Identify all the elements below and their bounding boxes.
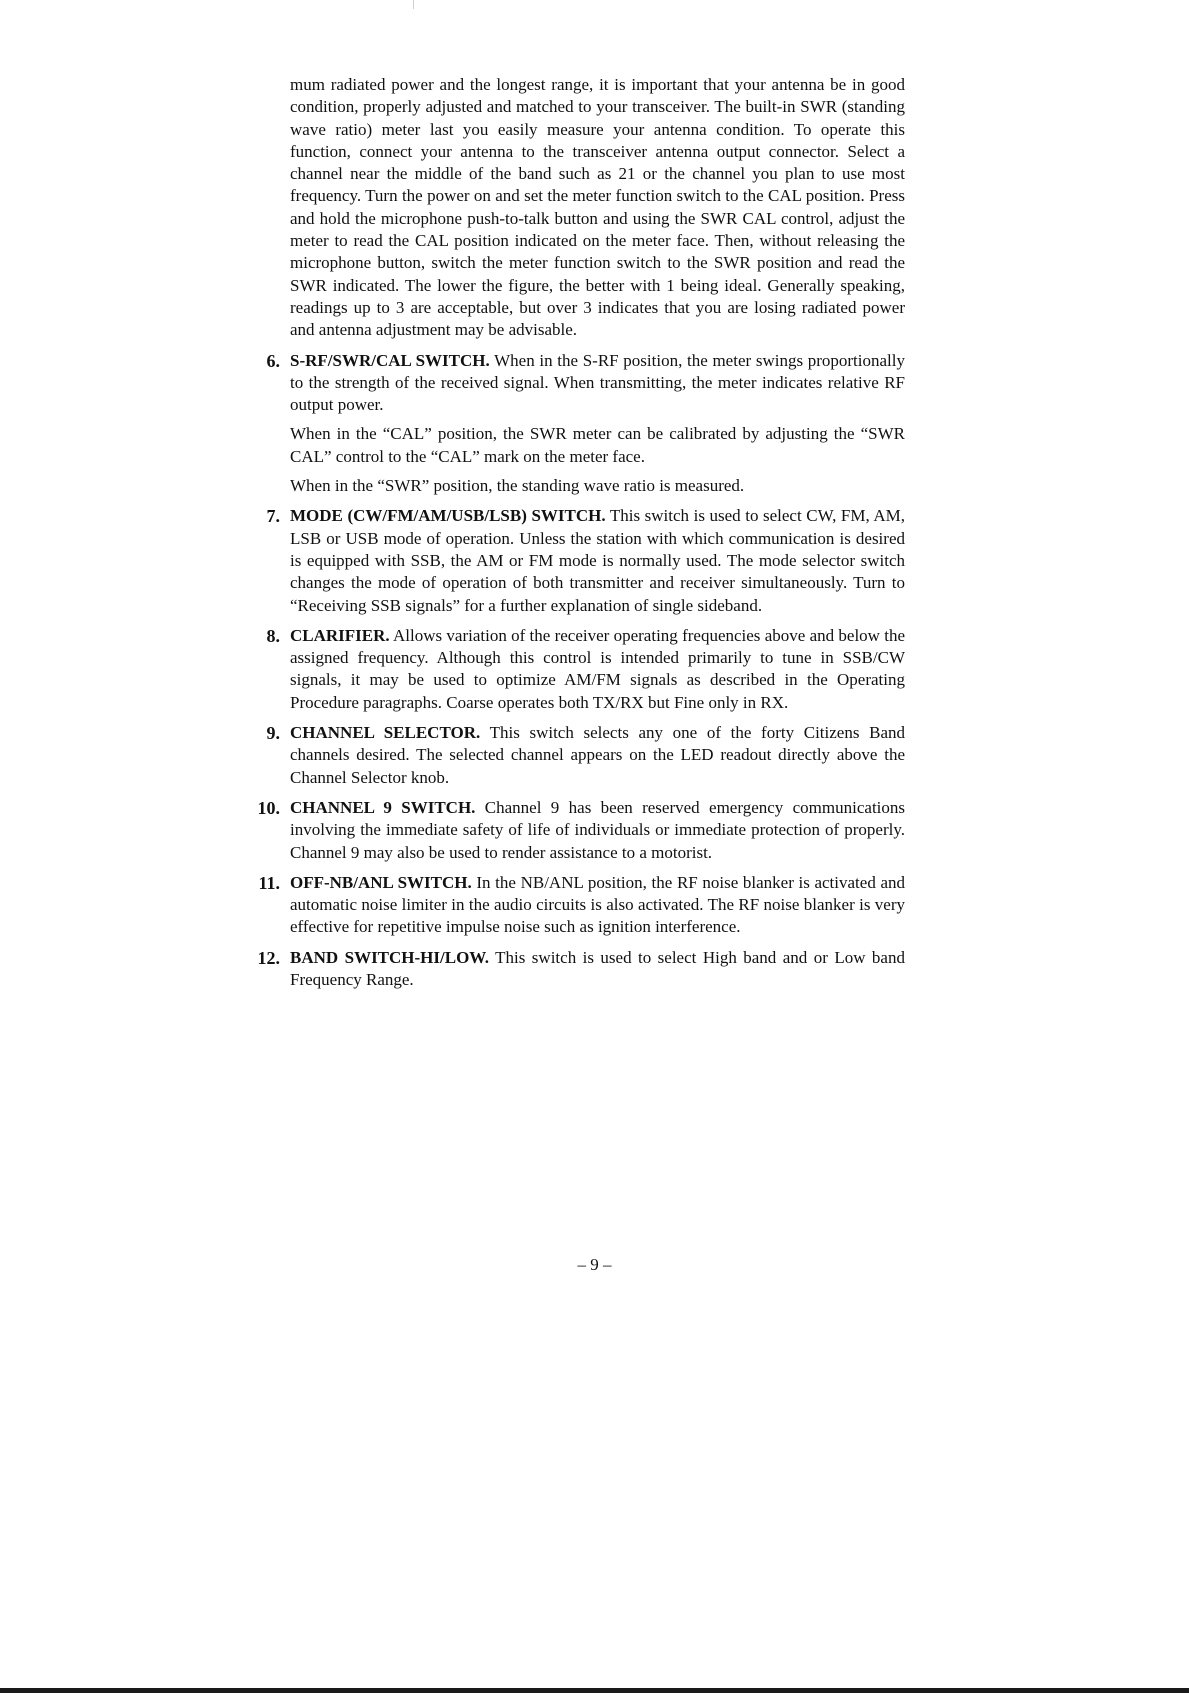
scan-mark [413, 0, 414, 9]
item-paragraph [290, 625, 905, 714]
item-text: When in the S-RF position, the meter swings proportionally to the strength of the received signal. When transmitting, the meter indicates relative RF output power. [290, 350, 905, 415]
item-text: In the NB/ANL position, the RF noise blanker is activated and automatic noise limiter in the audio circuits is also activated. The RF noise blanker is very effective for repetitive impulse noise such as ignition interference. [290, 872, 905, 937]
item-number: 9. [266, 723, 280, 744]
item-title: MODE (CW/FM/AM/USB/LSB) SWITCH. [290, 506, 606, 526]
item-text: This switch is used to select CW, FM, AM, LSB or USB mode of operation. Unless the station with which communication is desired is equipped with SSB, the AM or FM mode is normally used. The mode selector switch changes the mode of operation of both transmitter and receiver simultaneously. Turn to “Receiving SSB signals” for a further explanation of single sideband. [290, 506, 905, 615]
item-paragraph [290, 797, 905, 864]
item-paragraph [290, 350, 905, 417]
item-number: 7. [266, 506, 280, 527]
item-text: This switch is used to select High band and or Low band Frequency Range. [290, 947, 905, 989]
item-paragraph-swr: When in the “SWR” position, the standing wave ratio is measured. [290, 476, 745, 496]
list-item-8 [266, 625, 905, 714]
item-paragraph [290, 505, 905, 616]
item-text: Allows variation of the receiver operating frequencies above and below the assigned frequency. Although this control is intended primarily to tune in SSB/CW signals, it may be used to optimize AM/FM signals as described in the Operating Procedure paragraphs. Coarse operates both TX/RX but Fine only in RX. [290, 625, 905, 712]
item-number: 8. [266, 625, 280, 646]
list-item-11 [258, 872, 905, 939]
item-title: CHANNEL 9 SWITCH. [290, 797, 476, 817]
item-paragraph [290, 947, 905, 992]
page-number: – 9 – [577, 1255, 612, 1274]
item-text: Channel 9 has been reserved emergency communications involving the immediate safety of life of individuals or immediate protection of properly. Channel 9 may also be used to render assistance to a motorist. [290, 797, 906, 862]
text-column [257, 74, 906, 991]
list-item-12 [257, 947, 905, 992]
intro-paragraph: mum radiated power and the longest range, it is important that your antenna be in good condition, properly adjusted and matched to your transceiver. The built-in SWR (standing wave ratio) meter last you easily measure your antenna condition. To operate this function, connect your antenna to the transceiver antenna output connector. Select a channel near the middle of the band such as 21 or the channel you plan to use most frequency. Turn the power on and set the meter function switch to the CAL position. Press and hold the microphone push-to-talk button and using the SWR CAL control, adjust the meter to read the CAL position indicated on the meter face. Then, without releasing the microphone button, switch the meter function switch to the SWR position and read the SWR indicated. The lower the figure, the better with 1 being ideal. Generally speaking, readings up to 3 are acceptable, but over 3 indicates that you are losing radiated power and antenna adjustment may be advisable. [290, 75, 905, 340]
item-title: OFF-NB/ANL SWITCH. [290, 872, 472, 892]
item-number: 11. [258, 872, 280, 893]
item-title: S-RF/SWR/CAL SWITCH. [290, 350, 490, 370]
list-item-9 [266, 722, 905, 789]
item-paragraph [290, 722, 905, 789]
item-paragraph [290, 872, 905, 939]
item-number: 12. [257, 947, 280, 968]
item-number: 6. [266, 350, 280, 371]
item-title: BAND SWITCH-HI/LOW. [290, 947, 489, 967]
item-title: CLARIFIER. [290, 625, 390, 645]
item-title: CHANNEL SELECTOR. [290, 723, 481, 743]
list-item-6 [266, 350, 905, 498]
item-paragraph-cal: When in the “CAL” position, the SWR meter can be calibrated by adjusting the “SWR CAL” control to the “CAL” mark on the meter face. [290, 424, 905, 466]
list-item-10 [257, 797, 906, 864]
bottom-edge-rule [0, 1688, 1189, 1693]
item-number: 10. [257, 797, 280, 818]
list-item-7 [266, 505, 905, 616]
item-text: This switch selects any one of the forty Citizens Band channels desired. The selected channel appears on the LED readout directly above the Channel Selector knob. [290, 723, 905, 787]
